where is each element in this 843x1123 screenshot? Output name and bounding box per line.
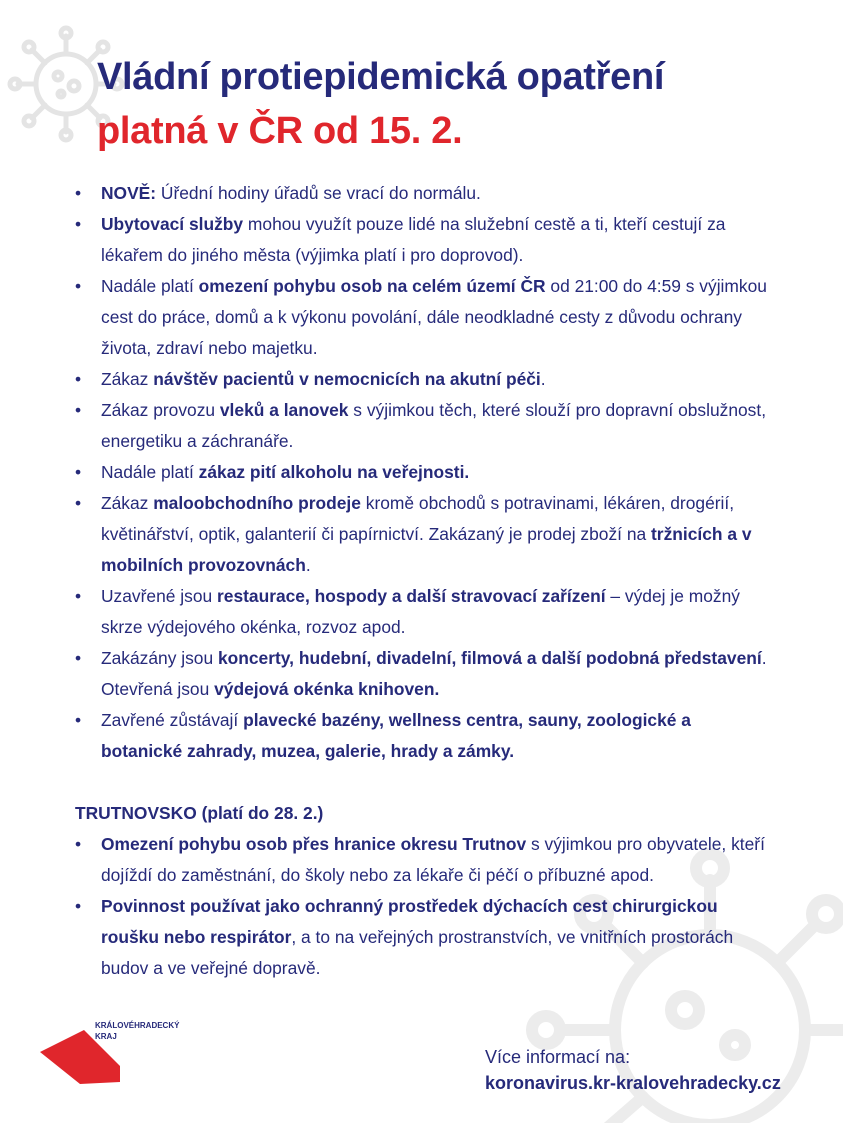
measure-text: . [305, 555, 311, 575]
measure-highlight: zákaz pití alkoholu na veřejnosti. [198, 462, 470, 482]
measure-highlight: návštěv pacientů v nemocnicích na akutní péči [153, 369, 541, 389]
kralovehradecky-kraj-logo [40, 1020, 200, 1090]
national-measures-list [75, 178, 775, 767]
measure-item [75, 488, 775, 581]
measure-highlight: Omezení pohybu osob přes hranice okresu Trutnov [101, 834, 527, 854]
measure-item [75, 178, 775, 209]
trutnov-heading: TRUTNOVSKO (platí do 28. 2.) [75, 803, 324, 823]
measure-text: Nadále platí [101, 462, 199, 482]
measure-item [75, 209, 775, 271]
measure-highlight: vleků a lanovek [219, 400, 349, 420]
page-title [97, 50, 664, 158]
more-info-label: Více informací na: [485, 1047, 631, 1067]
logo-line-1: KRÁLOVÉHRADECKÝ [95, 1021, 180, 1030]
measure-item [75, 891, 775, 984]
measure-highlight: Ubytovací služby [101, 214, 244, 234]
measure-text: . Otevřená jsou [101, 648, 767, 699]
measure-highlight: maloobchodního prodeje [153, 493, 361, 513]
measure-text: , a to na veřejných prostranstvích, ve vnitřních prostorách budov a ve veřejné dopravě. [101, 927, 734, 978]
measure-text: Nadále platí [101, 276, 199, 296]
measure-text: . [540, 369, 546, 389]
measure-highlight: NOVĚ: [101, 183, 157, 203]
measure-text: Zakázány jsou [101, 648, 218, 668]
measure-item [75, 271, 775, 364]
title-line-1: Vládní protiepidemická opatření [97, 56, 665, 98]
measure-item [75, 643, 775, 705]
measure-text: Zákaz provozu [101, 400, 220, 420]
measure-item [75, 829, 775, 891]
logo-line-2: KRAJ [95, 1032, 117, 1041]
measure-item [75, 705, 775, 767]
measures-content [75, 178, 775, 984]
measure-text: Uzavřené jsou [101, 586, 217, 606]
measure-highlight: restaurace, hospody a další stravovací zařízení [217, 586, 606, 606]
measure-highlight: plavecké bazény, wellness centra, sauny, zoologické a botanické zahrady, muzea, galerie, hrady a zámky. [101, 710, 691, 761]
measure-item [75, 581, 775, 643]
measure-text: – výdej je možný skrze výdejového okénka, rozvoz apod. [101, 586, 740, 637]
measure-highlight: omezení pohybu osob na celém území ČR [198, 276, 546, 296]
more-info [485, 1044, 781, 1096]
measure-text: Zavřené zůstávají [101, 710, 244, 730]
trutnov-measures-list [75, 829, 775, 984]
measure-highlight: Povinnost používat jako ochranný prostředek dýchacích cest chirurgickou roušku nebo respirátor [101, 896, 718, 947]
title-line-2: platná v ČR od 15. 2. [97, 110, 463, 152]
measure-highlight: výdejová okénka knihoven. [214, 679, 440, 699]
measure-text: mohou využít pouze lidé na služební cestě a ti, kteří cestují za lékařem do jiného města (výjimka platí i pro doprovod). [101, 214, 726, 265]
measure-text: s výjimkou pro obyvatele, kteří dojíždí do zaměstnání, do školy nebo za lékaře či péčí o příbuzné apod. [101, 834, 765, 885]
measure-text: Zákaz [101, 369, 154, 389]
measure-text: Úřední hodiny úřadů se vrací do normálu. [156, 183, 481, 203]
logo-text [95, 1020, 179, 1042]
measure-highlight: koncerty, hudební, divadelní, filmová a další podobná představení [217, 648, 762, 668]
measure-text: od 21:00 do 4:59 s výjimkou cest do práce, domů a k výkonu povolání, dále neodkladné cesty z důvodu ochrany života, zdraví nebo majetku. [101, 276, 767, 358]
more-info-link[interactable]: koronavirus.kr-kralovehradecky.cz [485, 1073, 781, 1093]
measure-item [75, 364, 775, 395]
measure-item [75, 395, 775, 457]
measure-item [75, 457, 775, 488]
measure-text: Zákaz [101, 493, 154, 513]
measure-text: s výjimkou těch, které slouží pro dopravní obslužnost, energetiku a záchranáře. [101, 400, 767, 451]
measure-text: kromě obchodů s potravinami, lékáren, drogérií, květinářství, optik, galanterií či papírnictví. Zakázaný je prodej zboží na [101, 493, 735, 544]
measure-highlight: tržnicích a v mobilních provozovnách [101, 524, 752, 575]
